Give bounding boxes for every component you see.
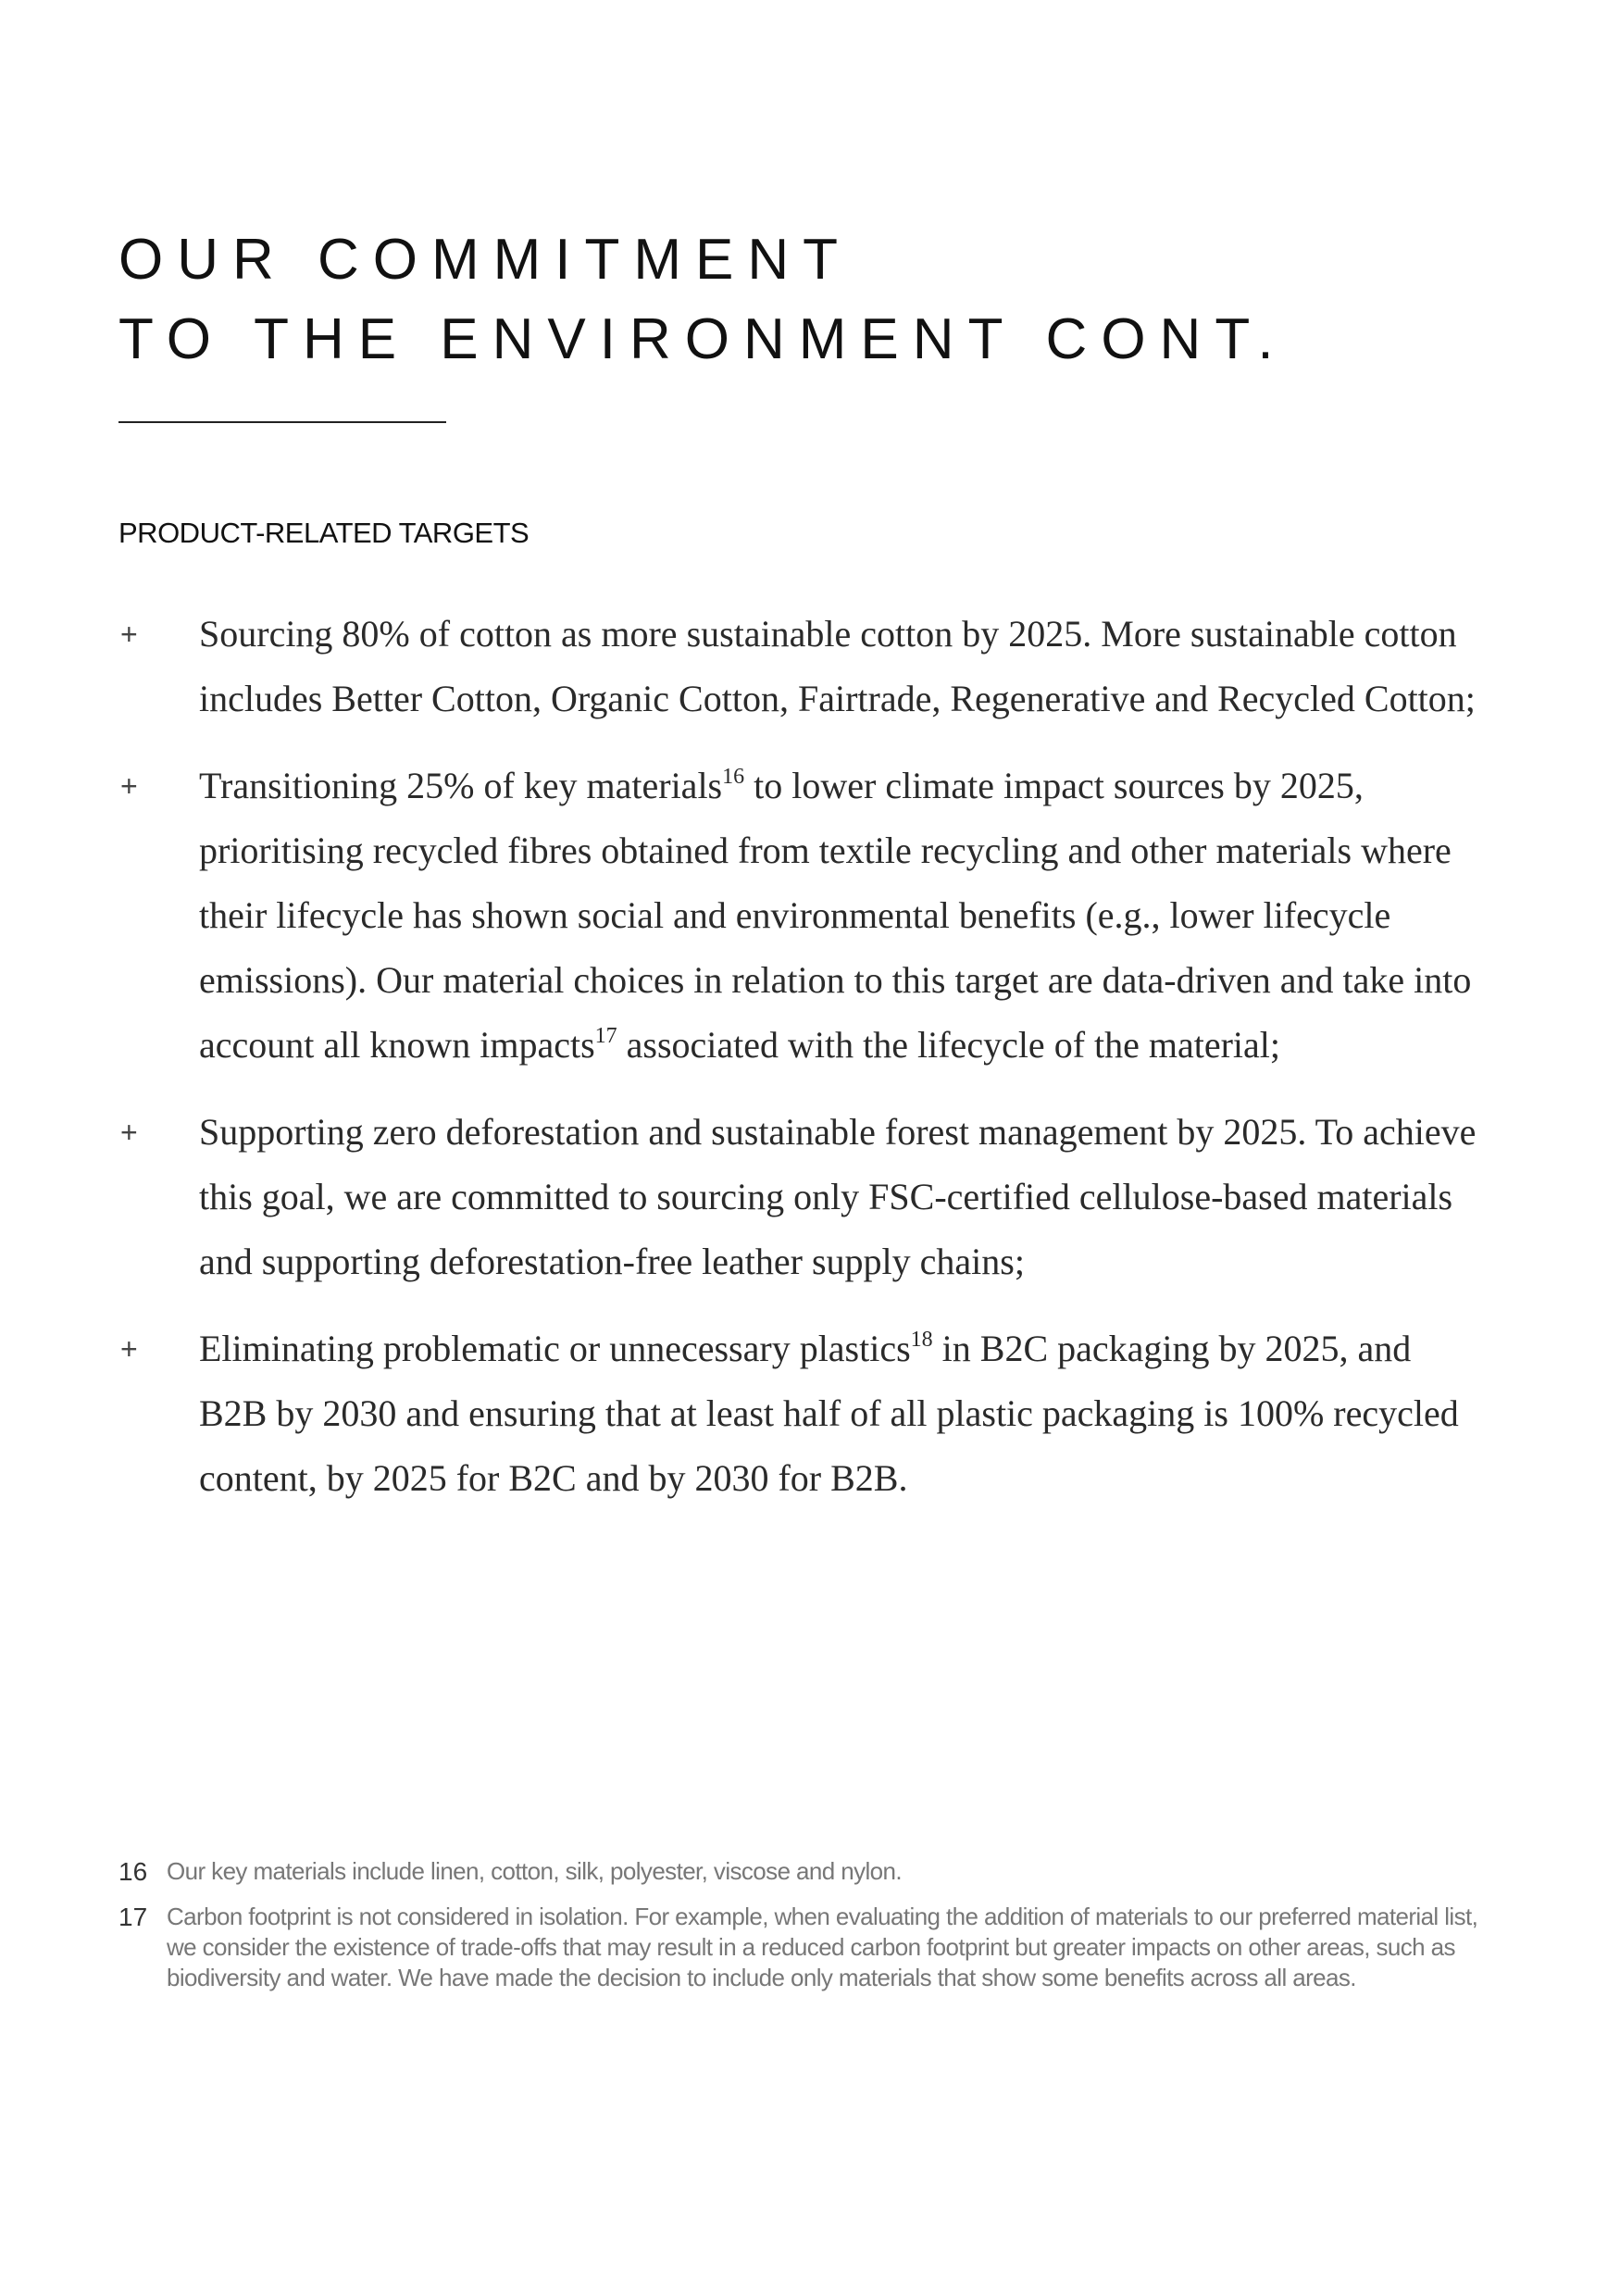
footnote-number: 16 (118, 1857, 148, 1886)
page-title (118, 220, 1288, 380)
target-text: associated with the lifecycle of the material; (617, 1024, 1281, 1066)
target-item-deforestation (118, 1100, 1479, 1294)
footnote-17 (118, 1902, 1489, 1993)
targets-list (118, 602, 1479, 1533)
footnote-reference[interactable]: 16 (722, 764, 745, 789)
target-text: Supporting zero deforestation and sustainable forest management by 2025. To achieve this goal, we are committed to sourcing only FSC-certified cellulose-based materials and supporting deforestation-free leather supply chains; (199, 1111, 1477, 1282)
footnote-text: Carbon footprint is not considered in isolation. For example, when evaluating the addition of materials to our preferred material list, we consider the existence of trade-offs that may result in a reduced carbon footprint but greater impacts on other areas, such as biodiversity and water. We have made the decision to include only materials that show some benefits across all areas. (167, 1903, 1478, 1991)
target-text: Eliminating problematic or unnecessary plastics (199, 1328, 911, 1369)
bullet-plus-icon: + (120, 1116, 138, 1149)
footnote-reference[interactable]: 18 (910, 1327, 933, 1352)
bullet-plus-icon: + (120, 618, 138, 651)
target-item-cotton (118, 602, 1479, 731)
page-title-line-1: OUR COMMITMENT (118, 228, 853, 292)
target-text: Transitioning 25% of key materials (199, 765, 723, 806)
bullet-plus-icon: + (120, 769, 138, 803)
section-heading: PRODUCT-RELATED TARGETS (118, 517, 530, 549)
target-text: in B2C packaging by 2025, and B2B by 2030 and ensuring that at least half of all plastic packaging is 100% recycled content, by 2025 for B2C and by 2030 for B2B. (199, 1328, 1459, 1499)
page-title-line-2: TO THE ENVIRONMENT CONT. (118, 307, 1288, 371)
footnote-16 (118, 1856, 1489, 1887)
target-text: Sourcing 80% of cotton as more sustainable cotton by 2025. More sustainable cotton includes Better Cotton, Organic Cotton, Fairtrade, Regenerative and Recycled Cotton; (199, 613, 1476, 719)
footnote-number: 17 (118, 1903, 148, 1931)
bullet-plus-icon: + (120, 1332, 138, 1366)
footnote-reference[interactable]: 17 (594, 1023, 617, 1048)
target-text: to lower climate impact sources by 2025, prioritising recycled fibres obtained from textile recycling and other materials where their lifecycle has shown social and environmental benefits (e.g., lower lifecycle emissions). Our material choices in relation to this target are data-driven and take into account all known impacts (199, 765, 1472, 1066)
footnotes-list (118, 1856, 1489, 2008)
footnote-text: Our key materials include linen, cotton, silk, polyester, viscose and nylon. (167, 1857, 903, 1885)
target-item-key-materials (118, 754, 1479, 1078)
title-divider (118, 421, 446, 423)
target-item-plastics (118, 1316, 1479, 1511)
